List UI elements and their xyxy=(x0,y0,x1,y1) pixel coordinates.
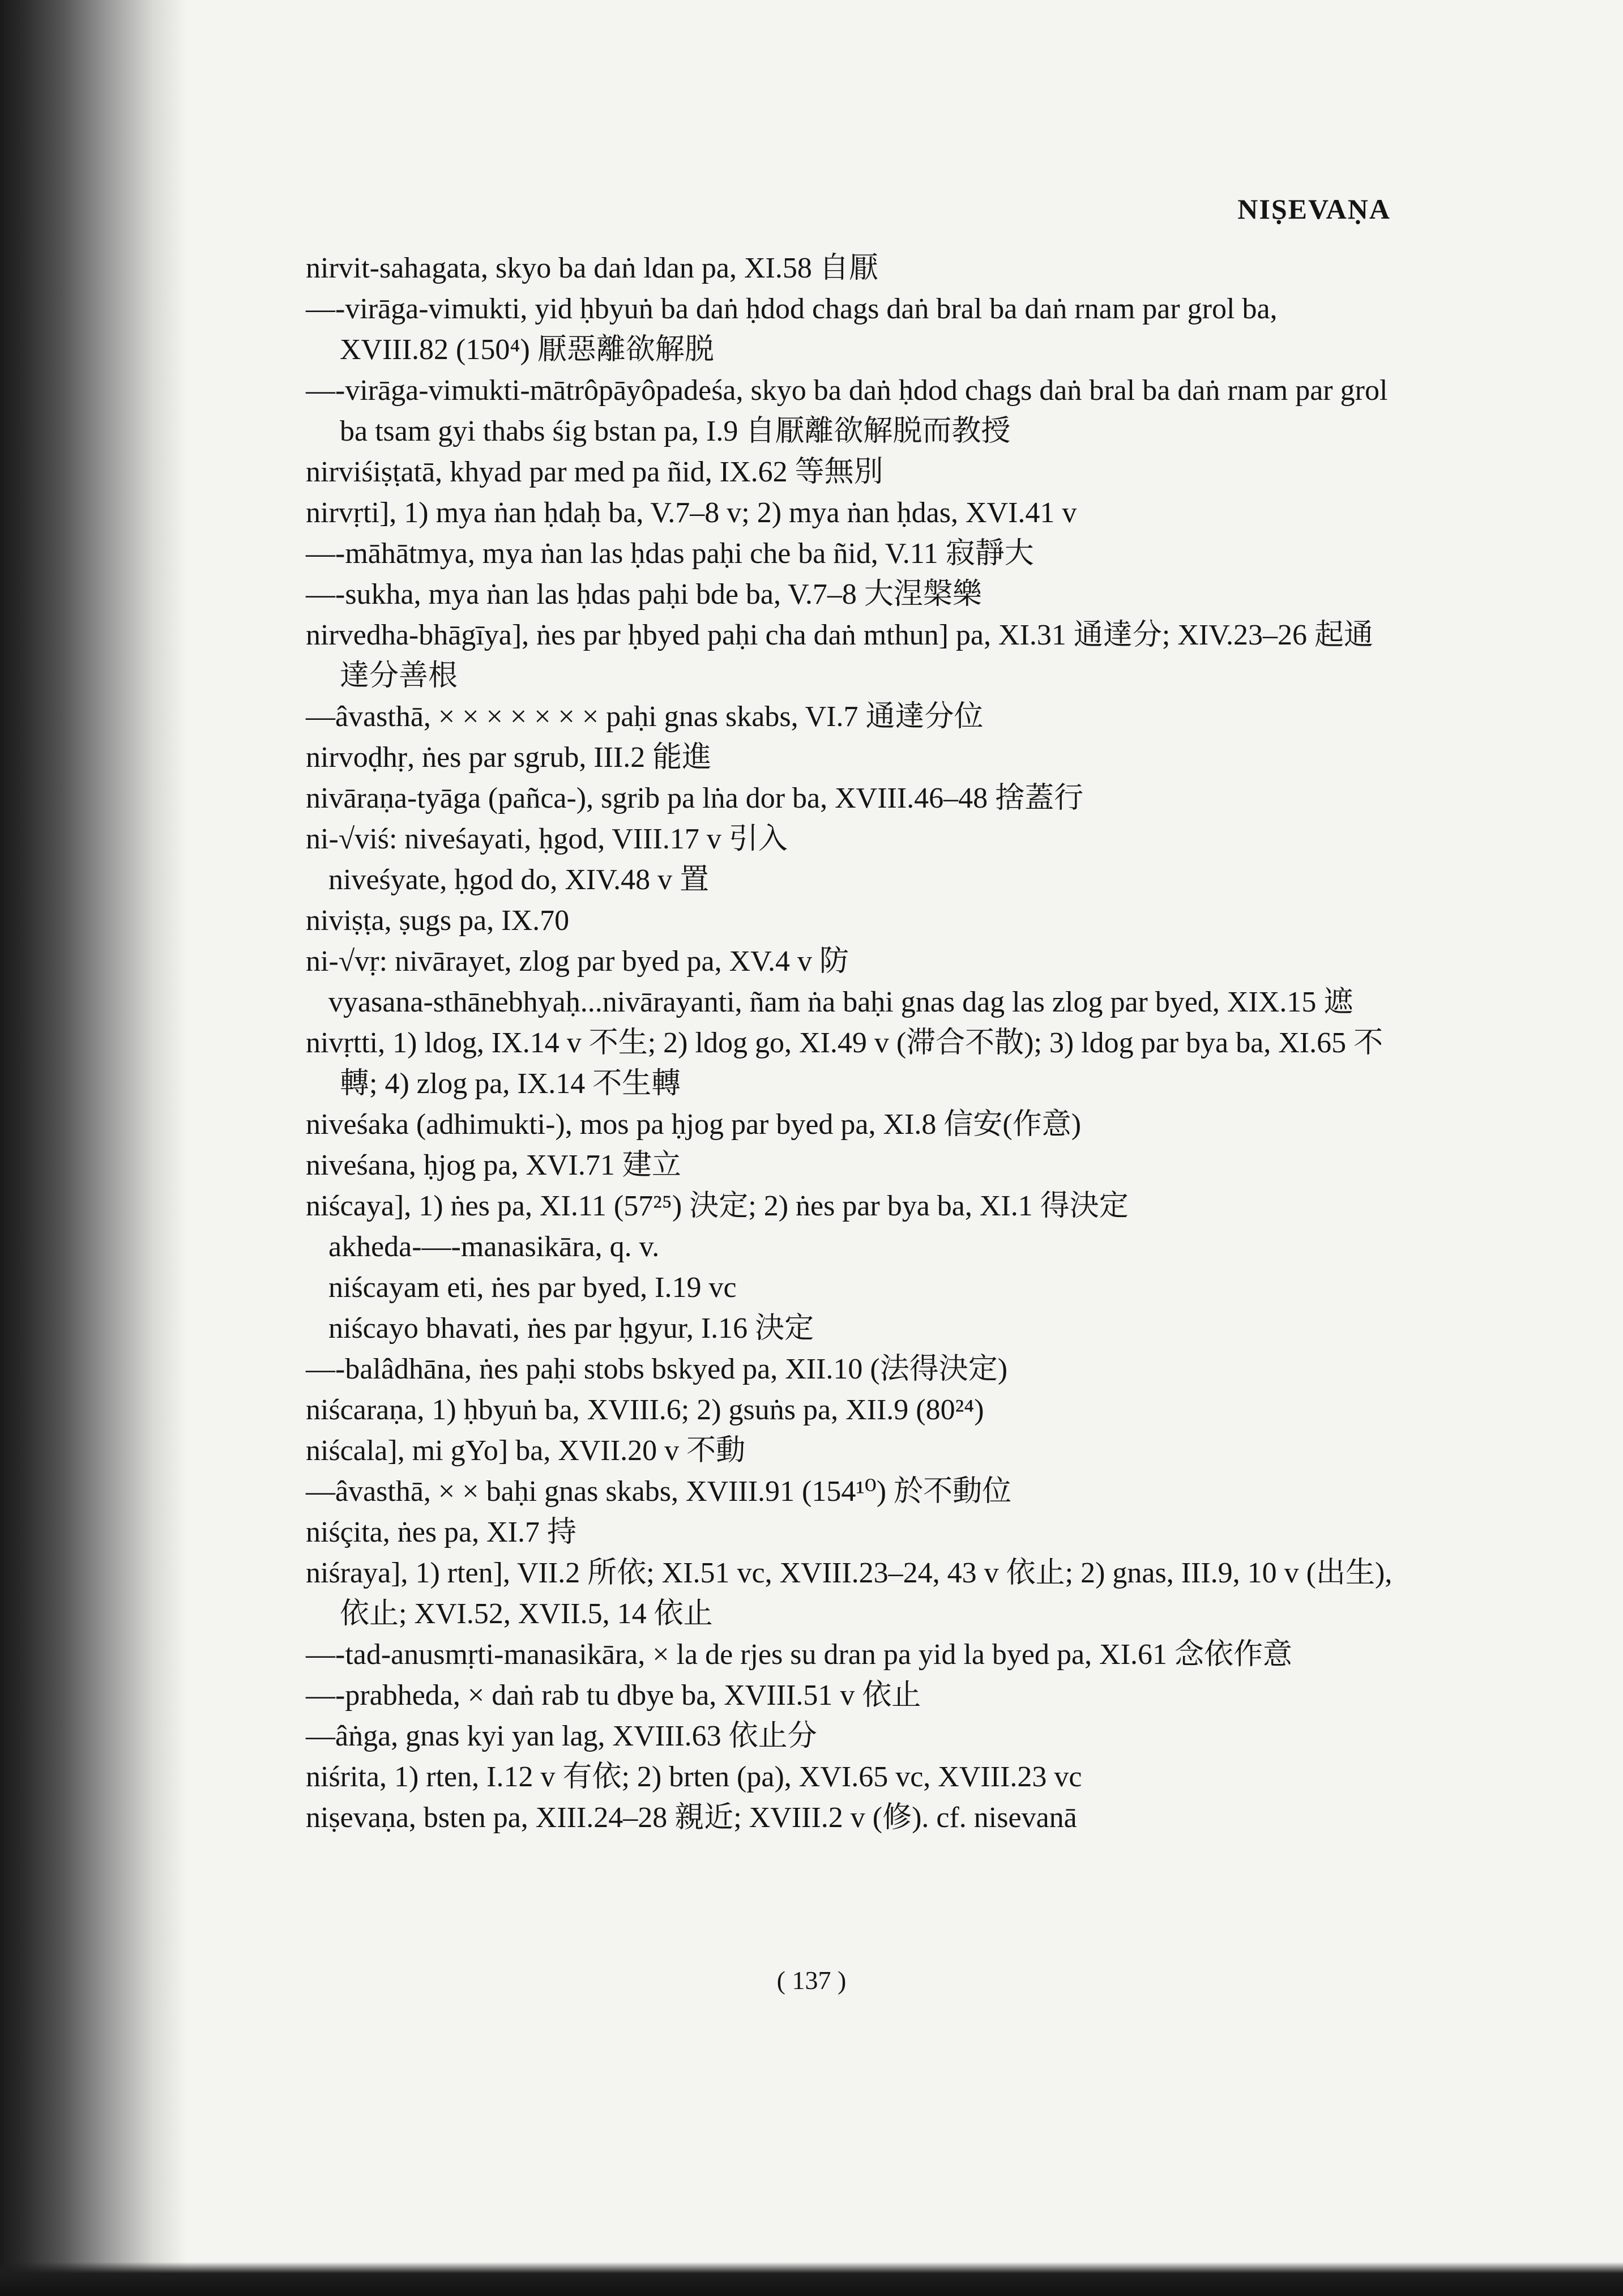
dictionary-entry: nivṛtti, 1) ldog, IX.14 v 不生; 2) ldog go, XI.49 v (滞合不散); 3) ldog par bya ba, XI.65 不轉; 4) zlog pa, IX.14 不生轉 xyxy=(306,1027,1383,1100)
dictionary-entry: niścala], mi gYo] ba, XVII.20 v 不動 xyxy=(306,1435,746,1467)
dictionary-entry: —âvasthā, × × × × × × × paḥi gnas skabs, VI.7 通達分位 xyxy=(306,701,984,733)
dictionary-subentry: niveśyate, ḥgod do, XIV.48 v 置 xyxy=(328,864,710,896)
dictionary-entry: nirvṛti], 1) mya ṅan ḥdaḥ ba, V.7–8 v; 2) mya ṅan ḥdas, XVI.41 v xyxy=(306,497,1077,529)
dictionary-entry: ni-√vṛ: nivārayet, zlog par byed pa, XV.4 v 防 xyxy=(306,945,849,978)
dictionary-entry: niścaraṇa, 1) ḥbyuṅ ba, XVIII.6; 2) gsuṅs pa, XII.9 (80²⁴) xyxy=(306,1394,984,1426)
dictionary-entry: nirviśiṣṭatā, khyad par med pa ñid, IX.62 等無別 xyxy=(306,456,883,488)
dictionary-entry: —-māhātmya, mya ṅan las ḥdas paḥi che ba ñid, V.11 寂靜大 xyxy=(306,537,1034,570)
dictionary-entry: ni-√viś: niveśayati, ḥgod, VIII.17 v 引入 xyxy=(306,823,788,855)
dictionary-entry: —âṅga, gnas kyi yan lag, XVIII.63 依止分 xyxy=(306,1720,817,1752)
dictionary-entry: niveśaka (adhimukti-), mos pa ḥjog par byed pa, XI.8 信安(作意) xyxy=(306,1108,1082,1141)
dictionary-entry: niśçita, ṅes pa, XI.7 持 xyxy=(306,1516,577,1548)
dictionary-subentry: niścayam eti, ṅes par byed, I.19 vc xyxy=(328,1271,737,1304)
dictionary-entry: nivāraṇa-tyāga (pañca-), sgrib pa lṅa dor ba, XVIII.46–48 捨蓋行 xyxy=(306,782,1084,814)
dictionary-entry: niścaya], 1) ṅes pa, XI.11 (57²⁵) 決定; 2) ṅes par bya ba, XI.1 得決定 xyxy=(306,1190,1129,1222)
scan-gutter-shadow xyxy=(0,0,187,2296)
dictionary-entry: —-balâdhāna, ṅes paḥi stobs bskyed pa, XII.10 (法得決定) xyxy=(306,1353,1008,1385)
dictionary-entry: —-sukha, mya ṅan las ḥdas paḥi bde ba, V.7–8 大涅槃樂 xyxy=(306,578,982,611)
dictionary-entries xyxy=(306,248,1393,1838)
dictionary-entry: —-tad-anusmṛti-manasikāra, × la de rjes su dran pa yid la byed pa, XI.61 念依作意 xyxy=(306,1638,1292,1671)
dictionary-entry: niśrita, 1) rten, I.12 v 有依; 2) brten (pa), XVI.65 vc, XVIII.23 vc xyxy=(306,1761,1082,1793)
page-number: ( 137 ) xyxy=(776,1966,847,1995)
scan-bottom-edge xyxy=(0,2262,1623,2296)
dictionary-subentry: niścayo bhavati, ṅes par ḥgyur, I.16 決定 xyxy=(328,1312,814,1345)
dictionary-entry: —âvasthā, × × baḥi gnas skabs, XVIII.91 (154¹⁰) 於不動位 xyxy=(306,1475,1012,1508)
dictionary-entry: —-virāga-vimukti, yid ḥbyuṅ ba daṅ ḥdod chags daṅ bral ba daṅ rnam par grol ba, XVIII.82 (150⁴) 厭惡離欲解脱 xyxy=(306,293,1278,366)
dictionary-entry: niveśana, ḥjog pa, XVI.71 建立 xyxy=(306,1149,681,1181)
dictionary-entry: niśraya], 1) rten], VII.2 所依; XI.51 vc, XVIII.23–24, 43 v 依止; 2) gnas, III.9, 10 v (出生), 依止; XVI.52, XVII.5, 14 依止 xyxy=(306,1557,1393,1630)
dictionary-entry: —-prabheda, × daṅ rab tu dbye ba, XVIII.51 v 依止 xyxy=(306,1679,921,1712)
dictionary-entry: nirvedha-bhāgīya], ṅes par ḥbyed paḥi cha daṅ mthun] pa, XI.31 通達分; XIV.23–26 起通達分善根 xyxy=(306,619,1374,692)
dictionary-subentry: akheda-—-manasikāra, q. v. xyxy=(328,1231,660,1263)
dictionary-entry: —-virāga-vimukti-mātrôpāyôpadeśa, skyo ba daṅ ḥdod chags daṅ bral ba daṅ rnam par grol ba tsam gyi thabs śig bstan pa, I.9 自厭離欲解脱而教授 xyxy=(306,374,1388,447)
dictionary-entry: niviṣṭa, ṣugs pa, IX.70 xyxy=(306,904,570,937)
dictionary-entry: nirvoḍhṛ, ṅes par sgrub, III.2 能進 xyxy=(306,741,712,774)
dictionary-entry: niṣevaṇa, bsten pa, XIII.24–28 親近; XVIII.2 v (修). cf. nisevanā xyxy=(306,1802,1077,1834)
running-head: NIṢEVAṆA xyxy=(1237,193,1391,225)
dictionary-entry: nirvit-sahagata, skyo ba daṅ ldan pa, XI.58 自厭 xyxy=(306,252,878,284)
dictionary-subentry: vyasana-sthānebhyaḥ...nivārayanti, ñam ṅa baḥi gnas dag las zlog par byed, XIX.15 遮 xyxy=(328,986,1353,1018)
